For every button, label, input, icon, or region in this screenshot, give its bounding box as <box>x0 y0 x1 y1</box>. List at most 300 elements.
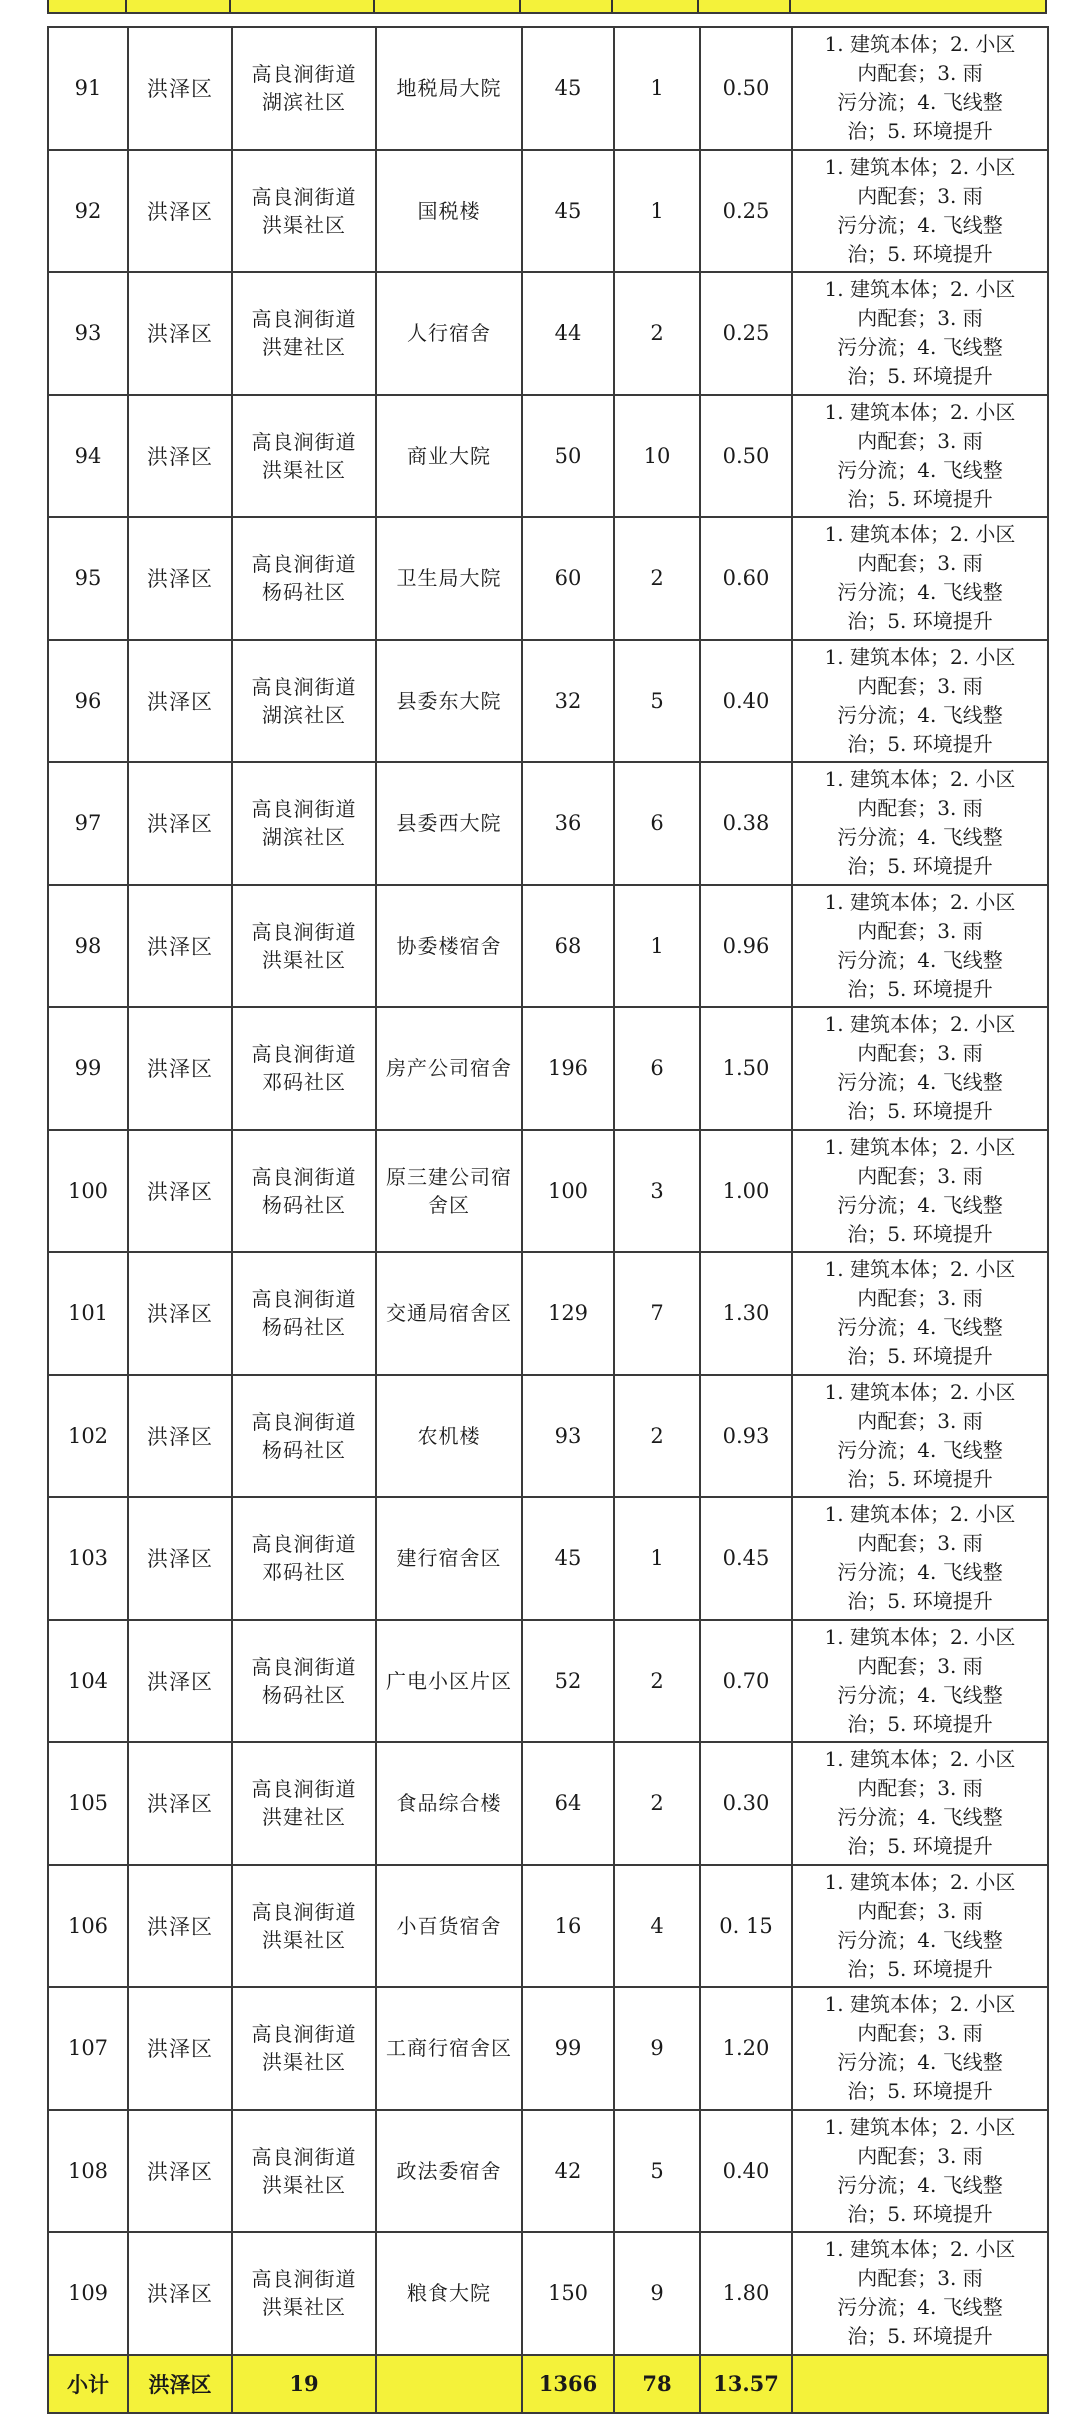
content-line: 污分流；4. 飞线整 <box>837 1437 1003 1462</box>
content-line: 1. 建筑本体；2. 小区 <box>824 767 1016 792</box>
street-line: 杨码社区 <box>262 580 346 605</box>
households-cell: 68 <box>522 885 614 1008</box>
content-line: 污分流；4. 飞线整 <box>837 457 1003 482</box>
content-line: 治；5. 环境提升 <box>847 2079 993 2104</box>
content-line: 内配套；3. 雨 <box>857 306 983 331</box>
renovation-content-cell <box>792 517 1048 640</box>
households-cell: 93 <box>522 1375 614 1498</box>
content-line: 治；5. 环境提升 <box>847 364 993 389</box>
content-line: 1. 建筑本体；2. 小区 <box>824 1379 1016 1404</box>
street-line: 高良涧街道 <box>251 1164 357 1189</box>
content-line: 1. 建筑本体；2. 小区 <box>824 522 1016 547</box>
buildings-cell: 2 <box>614 1742 700 1865</box>
buildings-cell: 7 <box>614 1252 700 1375</box>
content-line: 1. 建筑本体；2. 小区 <box>824 32 1016 57</box>
row-number-cell: 107 <box>48 1987 128 2110</box>
area-cell: 1.20 <box>700 1987 792 2110</box>
row-number-cell: 109 <box>48 2232 128 2355</box>
renovation-content-cell <box>792 2232 1048 2355</box>
compound-name-cell: 粮食大院 <box>376 2232 522 2355</box>
renovation-content-cell <box>792 1497 1048 1620</box>
renovation-content-cell <box>792 1007 1048 1130</box>
row-number-cell: 105 <box>48 1742 128 1865</box>
table-row <box>48 762 1048 885</box>
street-community-cell <box>232 1620 376 1743</box>
content-line: 污分流；4. 飞线整 <box>837 212 1003 237</box>
district-cell: 洪泽区 <box>128 1007 232 1130</box>
content-line: 治；5. 环境提升 <box>847 2324 993 2349</box>
row-number-cell: 101 <box>48 1252 128 1375</box>
street-line: 高良涧街道 <box>251 1777 357 1802</box>
content-line: 污分流；4. 飞线整 <box>837 1192 1003 1217</box>
table-row <box>48 1497 1048 1620</box>
renovation-content-cell <box>792 272 1048 395</box>
content-line: 治；5. 环境提升 <box>847 486 993 511</box>
content-line: 内配套；3. 雨 <box>857 1531 983 1556</box>
street-community-cell <box>232 272 376 395</box>
content-line: 污分流；4. 飞线整 <box>837 90 1003 115</box>
content-line: 内配套；3. 雨 <box>857 61 983 86</box>
row-number-cell: 95 <box>48 517 128 640</box>
content-line: 治；5. 环境提升 <box>847 1099 993 1124</box>
district-cell: 洪泽区 <box>128 517 232 640</box>
district-cell: 洪泽区 <box>128 1620 232 1743</box>
street-community-cell <box>232 762 376 885</box>
district-cell: 洪泽区 <box>128 150 232 273</box>
buildings-cell: 1 <box>614 27 700 150</box>
households-cell: 44 <box>522 272 614 395</box>
renovation-content-cell <box>792 1130 1048 1253</box>
street-line: 高良涧街道 <box>251 307 357 332</box>
street-line: 高良涧街道 <box>251 429 357 454</box>
row-number-cell: 94 <box>48 395 128 518</box>
area-cell: 0.40 <box>700 2110 792 2233</box>
street-line: 洪渠社区 <box>262 212 346 237</box>
row-number-cell: 96 <box>48 640 128 763</box>
content-line: 1. 建筑本体；2. 小区 <box>824 154 1016 179</box>
street-community-cell <box>232 27 376 150</box>
area-cell: 0.96 <box>700 885 792 1008</box>
district-cell: 洪泽区 <box>128 1497 232 1620</box>
buildings-cell: 2 <box>614 1375 700 1498</box>
content-line: 污分流；4. 飞线整 <box>837 335 1003 360</box>
row-number-cell: 104 <box>48 1620 128 1743</box>
street-line: 高良涧街道 <box>251 2267 357 2292</box>
content-line: 污分流；4. 飞线整 <box>837 1682 1003 1707</box>
buildings-cell: 1 <box>614 150 700 273</box>
content-line: 内配套；3. 雨 <box>857 183 983 208</box>
district-cell: 洪泽区 <box>128 1742 232 1865</box>
street-line: 湖滨社区 <box>262 702 346 727</box>
street-line: 高良涧街道 <box>251 1654 357 1679</box>
compound-name-cell: 小百货宿舍 <box>376 1865 522 1988</box>
area-cell: 0.50 <box>700 27 792 150</box>
street-line: 杨码社区 <box>262 1315 346 1340</box>
street-line: 高良涧街道 <box>251 2022 357 2047</box>
district-cell: 洪泽区 <box>128 762 232 885</box>
content-line: 1. 建筑本体；2. 小区 <box>824 1257 1016 1282</box>
households-cell: 99 <box>522 1987 614 2110</box>
buildings-cell: 6 <box>614 762 700 885</box>
renovation-content-cell <box>792 1375 1048 1498</box>
buildings-cell: 1 <box>614 1497 700 1620</box>
compound-name-cell: 卫生局大院 <box>376 517 522 640</box>
content-line: 治；5. 环境提升 <box>847 1221 993 1246</box>
content-line: 治；5. 环境提升 <box>847 976 993 1001</box>
content-line: 内配套；3. 雨 <box>857 1163 983 1188</box>
street-community-cell <box>232 1987 376 2110</box>
district-cell: 洪泽区 <box>128 27 232 150</box>
area-cell: 1.80 <box>700 2232 792 2355</box>
district-cell: 洪泽区 <box>128 1252 232 1375</box>
street-line: 高良涧街道 <box>251 797 357 822</box>
content-line: 治；5. 环境提升 <box>847 731 993 756</box>
content-line: 污分流；4. 飞线整 <box>837 947 1003 972</box>
content-line: 内配套；3. 雨 <box>857 2143 983 2168</box>
households-cell: 45 <box>522 1497 614 1620</box>
remnant-cell <box>231 0 375 12</box>
table-row <box>48 1252 1048 1375</box>
district-cell: 洪泽区 <box>128 395 232 518</box>
district-cell: 洪泽区 <box>128 1987 232 2110</box>
subtotal-label-cell: 小计 <box>48 2355 128 2413</box>
street-line: 邓码社区 <box>262 1560 346 1585</box>
households-cell: 52 <box>522 1620 614 1743</box>
table-row <box>48 2110 1048 2233</box>
row-number-cell: 93 <box>48 272 128 395</box>
table-row <box>48 640 1048 763</box>
street-line: 杨码社区 <box>262 1192 346 1217</box>
content-line: 治；5. 环境提升 <box>847 854 993 879</box>
street-line: 洪渠社区 <box>262 2050 346 2075</box>
buildings-cell: 4 <box>614 1865 700 1988</box>
content-line: 污分流；4. 飞线整 <box>837 580 1003 605</box>
buildings-cell: 5 <box>614 2110 700 2233</box>
households-cell: 45 <box>522 27 614 150</box>
remnant-cell <box>521 0 613 12</box>
content-line: 1. 建筑本体；2. 小区 <box>824 1992 1016 2017</box>
content-line: 污分流；4. 飞线整 <box>837 2295 1003 2320</box>
compound-name-cell: 广电小区片区 <box>376 1620 522 1743</box>
content-line: 1. 建筑本体；2. 小区 <box>824 1012 1016 1037</box>
content-line: 内配套；3. 雨 <box>857 673 983 698</box>
content-line: 治；5. 环境提升 <box>847 609 993 634</box>
content-line: 治；5. 环境提升 <box>847 1711 993 1736</box>
content-line: 内配套；3. 雨 <box>857 551 983 576</box>
households-cell: 60 <box>522 517 614 640</box>
table-row <box>48 1742 1048 1865</box>
compound-name-cell: 农机楼 <box>376 1375 522 1498</box>
table-row <box>48 272 1048 395</box>
compound-name-cell: 国税楼 <box>376 150 522 273</box>
buildings-cell: 3 <box>614 1130 700 1253</box>
buildings-cell: 9 <box>614 1987 700 2110</box>
subtotal-district-cell: 洪泽区 <box>128 2355 232 2413</box>
compound-name-cell: 协委楼宿舍 <box>376 885 522 1008</box>
table-divider <box>47 12 1047 14</box>
compound-name-cell: 建行宿舍区 <box>376 1497 522 1620</box>
street-line: 高良涧街道 <box>251 919 357 944</box>
content-line: 污分流；4. 飞线整 <box>837 702 1003 727</box>
street-community-cell <box>232 1497 376 1620</box>
content-line: 治；5. 环境提升 <box>847 241 993 266</box>
area-cell: 0.60 <box>700 517 792 640</box>
buildings-cell: 1 <box>614 885 700 1008</box>
remnant-cell <box>791 0 1047 12</box>
remnant-cell <box>699 0 791 12</box>
street-line: 洪渠社区 <box>262 457 346 482</box>
content-line: 污分流；4. 飞线整 <box>837 1315 1003 1340</box>
street-line: 高良涧街道 <box>251 1287 357 1312</box>
content-line: 内配套；3. 雨 <box>857 796 983 821</box>
households-cell: 36 <box>522 762 614 885</box>
remnant-cell <box>375 0 521 12</box>
row-number-cell: 100 <box>48 1130 128 1253</box>
area-cell: 0. 15 <box>700 1865 792 1988</box>
content-line: 治；5. 环境提升 <box>847 119 993 144</box>
content-line: 治；5. 环境提升 <box>847 1589 993 1614</box>
street-community-cell <box>232 1007 376 1130</box>
area-cell: 0.25 <box>700 272 792 395</box>
area-cell: 0.93 <box>700 1375 792 1498</box>
row-number-cell: 97 <box>48 762 128 885</box>
content-line: 1. 建筑本体；2. 小区 <box>824 1869 1016 1894</box>
buildings-cell: 6 <box>614 1007 700 1130</box>
compound-name-cell: 商业大院 <box>376 395 522 518</box>
area-cell: 0.25 <box>700 150 792 273</box>
district-cell: 洪泽区 <box>128 1865 232 1988</box>
remnant-cell <box>127 0 231 12</box>
street-line: 高良涧街道 <box>251 1899 357 1924</box>
content-line: 污分流；4. 飞线整 <box>837 2050 1003 2075</box>
table-row <box>48 395 1048 518</box>
compound-name-cell: 县委东大院 <box>376 640 522 763</box>
street-line: 洪渠社区 <box>262 1927 346 1952</box>
renovation-table <box>47 26 1049 2414</box>
households-cell: 129 <box>522 1252 614 1375</box>
street-line: 高良涧街道 <box>251 674 357 699</box>
content-line: 1. 建筑本体；2. 小区 <box>824 1747 1016 1772</box>
table-row <box>48 1987 1048 2110</box>
street-community-cell <box>232 517 376 640</box>
street-line: 杨码社区 <box>262 1682 346 1707</box>
row-number-cell: 99 <box>48 1007 128 1130</box>
subtotal-buildings-cell: 78 <box>614 2355 700 2413</box>
table-row <box>48 27 1048 150</box>
content-line: 内配套；3. 雨 <box>857 1653 983 1678</box>
row-number-cell: 108 <box>48 2110 128 2233</box>
row-number-cell: 106 <box>48 1865 128 1988</box>
district-cell: 洪泽区 <box>128 272 232 395</box>
content-line: 污分流；4. 飞线整 <box>837 825 1003 850</box>
street-line: 高良涧街道 <box>251 184 357 209</box>
content-line: 治；5. 环境提升 <box>847 1834 993 1859</box>
street-community-cell <box>232 2232 376 2355</box>
content-line: 治；5. 环境提升 <box>847 1956 993 1981</box>
households-cell: 196 <box>522 1007 614 1130</box>
content-line: 1. 建筑本体；2. 小区 <box>824 399 1016 424</box>
renovation-content-cell <box>792 1252 1048 1375</box>
renovation-content-cell <box>792 27 1048 150</box>
content-line: 1. 建筑本体；2. 小区 <box>824 644 1016 669</box>
renovation-content-cell <box>792 762 1048 885</box>
street-community-cell <box>232 2110 376 2233</box>
table-row <box>48 1375 1048 1498</box>
street-line: 高良涧街道 <box>251 1042 357 1067</box>
content-line: 内配套；3. 雨 <box>857 1898 983 1923</box>
content-line: 内配套；3. 雨 <box>857 428 983 453</box>
area-cell: 1.30 <box>700 1252 792 1375</box>
area-cell: 0.30 <box>700 1742 792 1865</box>
renovation-content-cell <box>792 1742 1048 1865</box>
street-line: 高良涧街道 <box>251 62 357 87</box>
content-line: 污分流；4. 飞线整 <box>837 1560 1003 1585</box>
row-number-cell: 98 <box>48 885 128 1008</box>
subtotal-empty-cell <box>792 2355 1048 2413</box>
content-line: 污分流；4. 飞线整 <box>837 2172 1003 2197</box>
households-cell: 45 <box>522 150 614 273</box>
compound-name-cell: 交通局宿舍区 <box>376 1252 522 1375</box>
street-line: 洪渠社区 <box>262 2172 346 2197</box>
table-row <box>48 1007 1048 1130</box>
street-line: 高良涧街道 <box>251 1532 357 1557</box>
content-line: 内配套；3. 雨 <box>857 1041 983 1066</box>
table-row <box>48 150 1048 273</box>
content-line: 治；5. 环境提升 <box>847 1344 993 1369</box>
table-row <box>48 1130 1048 1253</box>
street-community-cell <box>232 1130 376 1253</box>
subtotal-count-cell: 19 <box>232 2355 376 2413</box>
renovation-content-cell <box>792 1865 1048 1988</box>
content-line: 1. 建筑本体；2. 小区 <box>824 2114 1016 2139</box>
buildings-cell: 2 <box>614 272 700 395</box>
street-line: 高良涧街道 <box>251 552 357 577</box>
table-row <box>48 2232 1048 2355</box>
street-community-cell <box>232 395 376 518</box>
row-number-cell: 91 <box>48 27 128 150</box>
table-row <box>48 885 1048 1008</box>
content-line: 1. 建筑本体；2. 小区 <box>824 1624 1016 1649</box>
content-line: 内配套；3. 雨 <box>857 2021 983 2046</box>
street-line: 湖滨社区 <box>262 825 346 850</box>
street-community-cell <box>232 1252 376 1375</box>
content-line: 治；5. 环境提升 <box>847 1466 993 1491</box>
street-line: 邓码社区 <box>262 1070 346 1095</box>
row-number-cell: 92 <box>48 150 128 273</box>
street-community-cell <box>232 1865 376 1988</box>
renovation-content-cell <box>792 2110 1048 2233</box>
households-cell: 16 <box>522 1865 614 1988</box>
content-line: 1. 建筑本体；2. 小区 <box>824 277 1016 302</box>
households-cell: 150 <box>522 2232 614 2355</box>
area-cell: 1.00 <box>700 1130 792 1253</box>
content-line: 1. 建筑本体；2. 小区 <box>824 2237 1016 2262</box>
buildings-cell: 9 <box>614 2232 700 2355</box>
content-line: 污分流；4. 飞线整 <box>837 1805 1003 1830</box>
table-body <box>48 27 1048 2413</box>
street-line: 高良涧街道 <box>251 1409 357 1434</box>
street-community-cell <box>232 150 376 273</box>
subtotal-row <box>48 2355 1048 2413</box>
buildings-cell: 2 <box>614 517 700 640</box>
content-line: 内配套；3. 雨 <box>857 1408 983 1433</box>
street-community-cell <box>232 885 376 1008</box>
street-line: 杨码社区 <box>262 1437 346 1462</box>
subtotal-households-cell: 1366 <box>522 2355 614 2413</box>
street-line: 洪渠社区 <box>262 2295 346 2320</box>
compound-name-cell: 工商行宿舍区 <box>376 1987 522 2110</box>
content-line: 治；5. 环境提升 <box>847 2201 993 2226</box>
subtotal-empty-cell <box>376 2355 522 2413</box>
buildings-cell: 5 <box>614 640 700 763</box>
street-community-cell <box>232 1742 376 1865</box>
street-line: 洪建社区 <box>262 335 346 360</box>
households-cell: 50 <box>522 395 614 518</box>
street-line: 高良涧街道 <box>251 2144 357 2169</box>
households-cell: 64 <box>522 1742 614 1865</box>
content-line: 污分流；4. 飞线整 <box>837 1927 1003 1952</box>
street-line: 湖滨社区 <box>262 90 346 115</box>
content-line: 1. 建筑本体；2. 小区 <box>824 1502 1016 1527</box>
buildings-cell: 2 <box>614 1620 700 1743</box>
compound-name-cell: 食品综合楼 <box>376 1742 522 1865</box>
area-cell: 0.45 <box>700 1497 792 1620</box>
district-cell: 洪泽区 <box>128 1130 232 1253</box>
street-line: 洪渠社区 <box>262 947 346 972</box>
remnant-cell <box>47 0 127 12</box>
table-row <box>48 1620 1048 1743</box>
row-number-cell: 102 <box>48 1375 128 1498</box>
area-cell: 1.50 <box>700 1007 792 1130</box>
subtotal-area-cell: 13.57 <box>700 2355 792 2413</box>
street-community-cell <box>232 640 376 763</box>
compound-name-cell: 原三建公司宿舍区 <box>376 1130 522 1253</box>
content-line: 内配套；3. 雨 <box>857 918 983 943</box>
compound-name-cell: 政法委宿舍 <box>376 2110 522 2233</box>
households-cell: 32 <box>522 640 614 763</box>
table-row <box>48 1865 1048 1988</box>
district-cell: 洪泽区 <box>128 640 232 763</box>
district-cell: 洪泽区 <box>128 2110 232 2233</box>
renovation-content-cell <box>792 640 1048 763</box>
households-cell: 100 <box>522 1130 614 1253</box>
row-number-cell: 103 <box>48 1497 128 1620</box>
content-line: 内配套；3. 雨 <box>857 1776 983 1801</box>
compound-name-cell: 人行宿舍 <box>376 272 522 395</box>
area-cell: 0.70 <box>700 1620 792 1743</box>
renovation-content-cell <box>792 395 1048 518</box>
content-line: 1. 建筑本体；2. 小区 <box>824 1134 1016 1159</box>
remnant-cell <box>613 0 699 12</box>
district-cell: 洪泽区 <box>128 2232 232 2355</box>
content-line: 内配套；3. 雨 <box>857 1286 983 1311</box>
renovation-content-cell <box>792 885 1048 1008</box>
table-row <box>48 517 1048 640</box>
compound-name-cell: 房产公司宿舍 <box>376 1007 522 1130</box>
compound-name-cell: 县委西大院 <box>376 762 522 885</box>
renovation-content-cell <box>792 150 1048 273</box>
renovation-content-cell <box>792 1987 1048 2110</box>
households-cell: 42 <box>522 2110 614 2233</box>
area-cell: 0.50 <box>700 395 792 518</box>
content-line: 1. 建筑本体；2. 小区 <box>824 889 1016 914</box>
area-cell: 0.38 <box>700 762 792 885</box>
content-line: 内配套；3. 雨 <box>857 2266 983 2291</box>
street-community-cell <box>232 1375 376 1498</box>
compound-name-cell: 地税局大院 <box>376 27 522 150</box>
buildings-cell: 10 <box>614 395 700 518</box>
district-cell: 洪泽区 <box>128 885 232 1008</box>
